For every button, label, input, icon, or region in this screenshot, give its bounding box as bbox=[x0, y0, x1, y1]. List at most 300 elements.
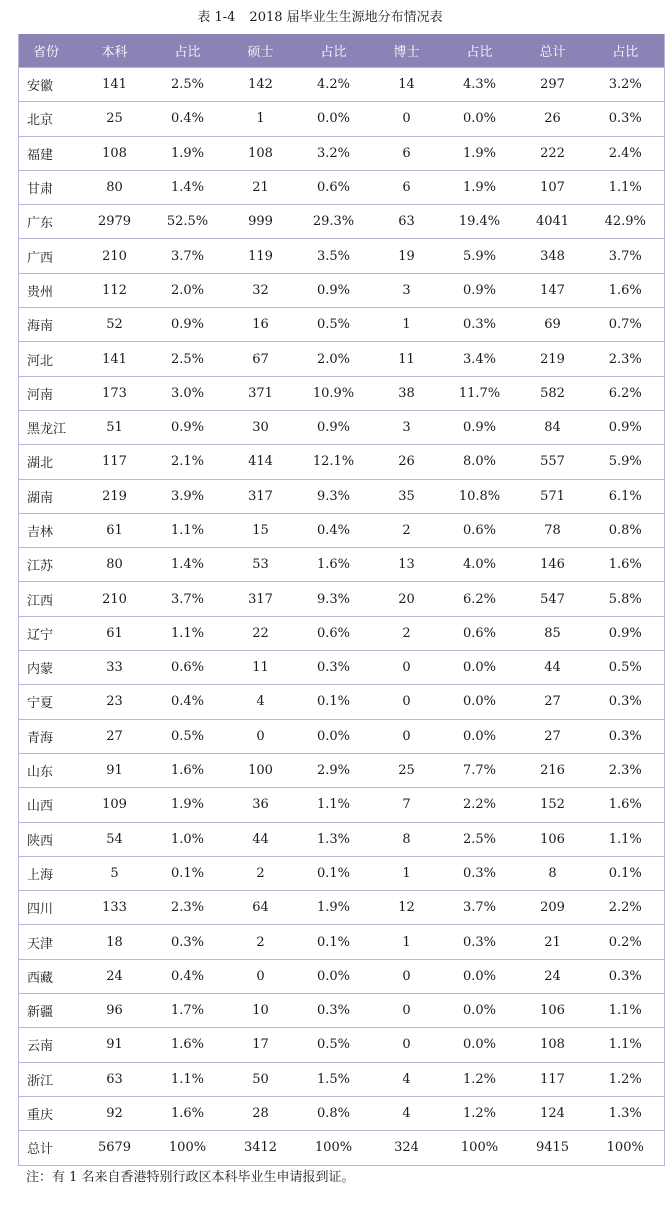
value-cell: 0.9% bbox=[587, 616, 665, 650]
value-cell: 26 bbox=[373, 445, 441, 479]
value-cell: 64 bbox=[227, 891, 295, 925]
value-cell: 1 bbox=[373, 308, 441, 342]
value-cell: 1 bbox=[373, 925, 441, 959]
table-row bbox=[19, 685, 665, 719]
value-cell: 4 bbox=[373, 1062, 441, 1096]
distribution-table bbox=[18, 34, 665, 1166]
value-cell: 3 bbox=[373, 273, 441, 307]
value-cell: 108 bbox=[81, 136, 149, 170]
value-cell: 24 bbox=[519, 959, 587, 993]
value-cell: 10.8% bbox=[441, 479, 519, 513]
value-cell: 29.3% bbox=[295, 205, 373, 239]
value-cell: 4.2% bbox=[295, 68, 373, 102]
value-cell: 2.2% bbox=[587, 891, 665, 925]
province-cell: 贵州 bbox=[19, 273, 81, 307]
value-cell: 19 bbox=[373, 239, 441, 273]
province-cell: 云南 bbox=[19, 1028, 81, 1062]
value-cell: 0.0% bbox=[295, 959, 373, 993]
table-title-text: 2018 届毕业生生源地分布情况表 bbox=[249, 10, 443, 25]
value-cell: 133 bbox=[81, 891, 149, 925]
value-cell: 210 bbox=[81, 239, 149, 273]
province-cell: 甘肃 bbox=[19, 170, 81, 204]
province-cell: 宁夏 bbox=[19, 685, 81, 719]
province-cell: 山东 bbox=[19, 753, 81, 787]
province-cell: 重庆 bbox=[19, 1096, 81, 1130]
value-cell: 0.6% bbox=[295, 616, 373, 650]
value-cell: 52 bbox=[81, 308, 149, 342]
value-cell: 0.6% bbox=[441, 616, 519, 650]
value-cell: 124 bbox=[519, 1096, 587, 1130]
value-cell: 0 bbox=[373, 719, 441, 753]
value-cell: 1.2% bbox=[441, 1062, 519, 1096]
value-cell: 2.5% bbox=[441, 822, 519, 856]
table-row bbox=[19, 102, 665, 136]
value-cell: 0.8% bbox=[587, 513, 665, 547]
value-cell: 0.1% bbox=[587, 856, 665, 890]
value-cell: 147 bbox=[519, 273, 587, 307]
value-cell: 32 bbox=[227, 273, 295, 307]
table-row bbox=[19, 616, 665, 650]
value-cell: 216 bbox=[519, 753, 587, 787]
value-cell: 16 bbox=[227, 308, 295, 342]
value-cell: 3.5% bbox=[295, 239, 373, 273]
value-cell: 0.9% bbox=[441, 410, 519, 444]
value-cell: 557 bbox=[519, 445, 587, 479]
value-cell: 0 bbox=[227, 719, 295, 753]
value-cell: 142 bbox=[227, 68, 295, 102]
table-row bbox=[19, 170, 665, 204]
value-cell: 210 bbox=[81, 582, 149, 616]
value-cell: 0 bbox=[373, 685, 441, 719]
value-cell: 0.0% bbox=[295, 102, 373, 136]
column-header: 占比 bbox=[149, 34, 227, 68]
value-cell: 2.3% bbox=[587, 753, 665, 787]
value-cell: 1.1% bbox=[295, 788, 373, 822]
value-cell: 3412 bbox=[227, 1131, 295, 1165]
table-row bbox=[19, 1096, 665, 1130]
value-cell: 0 bbox=[373, 651, 441, 685]
value-cell: 348 bbox=[519, 239, 587, 273]
table-row bbox=[19, 925, 665, 959]
value-cell: 61 bbox=[81, 616, 149, 650]
value-cell: 1.6% bbox=[587, 788, 665, 822]
value-cell: 0.3% bbox=[587, 685, 665, 719]
value-cell: 6 bbox=[373, 170, 441, 204]
value-cell: 0.4% bbox=[295, 513, 373, 547]
value-cell: 2.9% bbox=[295, 753, 373, 787]
value-cell: 0 bbox=[373, 102, 441, 136]
province-cell: 内蒙 bbox=[19, 651, 81, 685]
province-cell: 天津 bbox=[19, 925, 81, 959]
value-cell: 547 bbox=[519, 582, 587, 616]
value-cell: 0.3% bbox=[295, 651, 373, 685]
value-cell: 5 bbox=[81, 856, 149, 890]
value-cell: 100% bbox=[149, 1131, 227, 1165]
value-cell: 1.1% bbox=[587, 170, 665, 204]
value-cell: 21 bbox=[227, 170, 295, 204]
value-cell: 3.4% bbox=[441, 342, 519, 376]
column-header: 硕士 bbox=[227, 34, 295, 68]
value-cell: 67 bbox=[227, 342, 295, 376]
table-row bbox=[19, 445, 665, 479]
table-header bbox=[19, 34, 665, 68]
table-row bbox=[19, 856, 665, 890]
value-cell: 0.5% bbox=[295, 1028, 373, 1062]
table-row bbox=[19, 68, 665, 102]
value-cell: 0 bbox=[373, 1028, 441, 1062]
value-cell: 1.1% bbox=[149, 513, 227, 547]
value-cell: 0.3% bbox=[149, 925, 227, 959]
value-cell: 317 bbox=[227, 479, 295, 513]
value-cell: 1.9% bbox=[149, 136, 227, 170]
province-cell: 河南 bbox=[19, 376, 81, 410]
value-cell: 9.3% bbox=[295, 582, 373, 616]
value-cell: 571 bbox=[519, 479, 587, 513]
value-cell: 23 bbox=[81, 685, 149, 719]
value-cell: 1 bbox=[227, 102, 295, 136]
value-cell: 3.7% bbox=[587, 239, 665, 273]
value-cell: 0.4% bbox=[149, 102, 227, 136]
value-cell: 0.1% bbox=[295, 925, 373, 959]
value-cell: 108 bbox=[227, 136, 295, 170]
value-cell: 3 bbox=[373, 410, 441, 444]
value-cell: 10 bbox=[227, 994, 295, 1028]
table-row bbox=[19, 788, 665, 822]
value-cell: 18 bbox=[81, 925, 149, 959]
value-cell: 173 bbox=[81, 376, 149, 410]
value-cell: 1.2% bbox=[441, 1096, 519, 1130]
value-cell: 5.8% bbox=[587, 582, 665, 616]
value-cell: 317 bbox=[227, 582, 295, 616]
value-cell: 112 bbox=[81, 273, 149, 307]
value-cell: 0.3% bbox=[295, 994, 373, 1028]
value-cell: 63 bbox=[81, 1062, 149, 1096]
value-cell: 2979 bbox=[81, 205, 149, 239]
province-cell: 湖北 bbox=[19, 445, 81, 479]
value-cell: 0.3% bbox=[587, 959, 665, 993]
value-cell: 91 bbox=[81, 753, 149, 787]
value-cell: 117 bbox=[519, 1062, 587, 1096]
column-header: 占比 bbox=[441, 34, 519, 68]
value-cell: 1.5% bbox=[295, 1062, 373, 1096]
value-cell: 30 bbox=[227, 410, 295, 444]
value-cell: 0.7% bbox=[587, 308, 665, 342]
province-cell: 吉林 bbox=[19, 513, 81, 547]
value-cell: 1.6% bbox=[295, 548, 373, 582]
value-cell: 2 bbox=[227, 925, 295, 959]
value-cell: 1.6% bbox=[149, 1096, 227, 1130]
value-cell: 51 bbox=[81, 410, 149, 444]
table-row bbox=[19, 513, 665, 547]
value-cell: 371 bbox=[227, 376, 295, 410]
value-cell: 63 bbox=[373, 205, 441, 239]
province-cell: 上海 bbox=[19, 856, 81, 890]
value-cell: 33 bbox=[81, 651, 149, 685]
value-cell: 0.1% bbox=[149, 856, 227, 890]
value-cell: 36 bbox=[227, 788, 295, 822]
value-cell: 42.9% bbox=[587, 205, 665, 239]
value-cell: 0.5% bbox=[149, 719, 227, 753]
value-cell: 3.2% bbox=[587, 68, 665, 102]
province-cell: 浙江 bbox=[19, 1062, 81, 1096]
value-cell: 117 bbox=[81, 445, 149, 479]
value-cell: 0.9% bbox=[441, 273, 519, 307]
value-cell: 0 bbox=[373, 994, 441, 1028]
value-cell: 2 bbox=[373, 513, 441, 547]
column-header: 博士 bbox=[373, 34, 441, 68]
value-cell: 0.5% bbox=[587, 651, 665, 685]
value-cell: 219 bbox=[81, 479, 149, 513]
value-cell: 5.9% bbox=[587, 445, 665, 479]
value-cell: 92 bbox=[81, 1096, 149, 1130]
value-cell: 414 bbox=[227, 445, 295, 479]
value-cell: 0.9% bbox=[587, 410, 665, 444]
value-cell: 13 bbox=[373, 548, 441, 582]
value-cell: 0 bbox=[373, 959, 441, 993]
province-cell: 山西 bbox=[19, 788, 81, 822]
value-cell: 24 bbox=[81, 959, 149, 993]
value-cell: 0.3% bbox=[441, 925, 519, 959]
value-cell: 4 bbox=[373, 1096, 441, 1130]
table-row bbox=[19, 1062, 665, 1096]
column-header: 占比 bbox=[587, 34, 665, 68]
value-cell: 0.4% bbox=[149, 959, 227, 993]
value-cell: 0.1% bbox=[295, 685, 373, 719]
value-cell: 582 bbox=[519, 376, 587, 410]
value-cell: 7.7% bbox=[441, 753, 519, 787]
value-cell: 1.0% bbox=[149, 822, 227, 856]
value-cell: 2.5% bbox=[149, 68, 227, 102]
value-cell: 0.3% bbox=[587, 719, 665, 753]
value-cell: 27 bbox=[81, 719, 149, 753]
value-cell: 80 bbox=[81, 170, 149, 204]
table-row bbox=[19, 651, 665, 685]
value-cell: 1.1% bbox=[149, 616, 227, 650]
value-cell: 8.0% bbox=[441, 445, 519, 479]
value-cell: 20 bbox=[373, 582, 441, 616]
value-cell: 1.9% bbox=[441, 136, 519, 170]
value-cell: 1.4% bbox=[149, 170, 227, 204]
value-cell: 3.2% bbox=[295, 136, 373, 170]
value-cell: 0.3% bbox=[441, 308, 519, 342]
total-row bbox=[19, 1131, 665, 1165]
value-cell: 0.0% bbox=[295, 719, 373, 753]
value-cell: 2 bbox=[227, 856, 295, 890]
table-row bbox=[19, 273, 665, 307]
value-cell: 0.0% bbox=[441, 102, 519, 136]
value-cell: 15 bbox=[227, 513, 295, 547]
value-cell: 44 bbox=[519, 651, 587, 685]
value-cell: 152 bbox=[519, 788, 587, 822]
table-row bbox=[19, 719, 665, 753]
table-row bbox=[19, 548, 665, 582]
column-header: 本科 bbox=[81, 34, 149, 68]
value-cell: 1.7% bbox=[149, 994, 227, 1028]
table-row bbox=[19, 479, 665, 513]
value-cell: 3.7% bbox=[149, 582, 227, 616]
value-cell: 0.9% bbox=[295, 273, 373, 307]
value-cell: 6.1% bbox=[587, 479, 665, 513]
value-cell: 1.1% bbox=[587, 994, 665, 1028]
value-cell: 12 bbox=[373, 891, 441, 925]
value-cell: 4.0% bbox=[441, 548, 519, 582]
value-cell: 6 bbox=[373, 136, 441, 170]
value-cell: 0.6% bbox=[295, 170, 373, 204]
province-cell: 河北 bbox=[19, 342, 81, 376]
value-cell: 9415 bbox=[519, 1131, 587, 1165]
province-cell: 广东 bbox=[19, 205, 81, 239]
header-row bbox=[19, 34, 665, 68]
value-cell: 1.1% bbox=[587, 1028, 665, 1062]
value-cell: 106 bbox=[519, 822, 587, 856]
value-cell: 8 bbox=[373, 822, 441, 856]
value-cell: 0.0% bbox=[441, 994, 519, 1028]
column-header: 省份 bbox=[19, 34, 81, 68]
value-cell: 109 bbox=[81, 788, 149, 822]
value-cell: 80 bbox=[81, 548, 149, 582]
value-cell: 0.2% bbox=[587, 925, 665, 959]
value-cell: 17 bbox=[227, 1028, 295, 1062]
value-cell: 1.3% bbox=[295, 822, 373, 856]
value-cell: 2.1% bbox=[149, 445, 227, 479]
value-cell: 1.6% bbox=[587, 273, 665, 307]
value-cell: 7 bbox=[373, 788, 441, 822]
value-cell: 27 bbox=[519, 685, 587, 719]
value-cell: 106 bbox=[519, 994, 587, 1028]
value-cell: 100 bbox=[227, 753, 295, 787]
value-cell: 0.0% bbox=[441, 1028, 519, 1062]
table-row bbox=[19, 410, 665, 444]
province-cell: 西藏 bbox=[19, 959, 81, 993]
value-cell: 107 bbox=[519, 170, 587, 204]
value-cell: 11 bbox=[227, 651, 295, 685]
value-cell: 6.2% bbox=[441, 582, 519, 616]
value-cell: 119 bbox=[227, 239, 295, 273]
table-body bbox=[19, 68, 665, 1166]
value-cell: 0.0% bbox=[441, 651, 519, 685]
province-cell: 青海 bbox=[19, 719, 81, 753]
value-cell: 1.1% bbox=[149, 1062, 227, 1096]
value-cell: 1.6% bbox=[149, 753, 227, 787]
value-cell: 11.7% bbox=[441, 376, 519, 410]
value-cell: 26 bbox=[519, 102, 587, 136]
value-cell: 3.0% bbox=[149, 376, 227, 410]
value-cell: 22 bbox=[227, 616, 295, 650]
table-number: 表 1-4 bbox=[197, 10, 236, 25]
value-cell: 1.1% bbox=[587, 822, 665, 856]
province-cell: 安徽 bbox=[19, 68, 81, 102]
province-cell: 新疆 bbox=[19, 994, 81, 1028]
value-cell: 2.4% bbox=[587, 136, 665, 170]
province-cell: 江苏 bbox=[19, 548, 81, 582]
value-cell: 4 bbox=[227, 685, 295, 719]
value-cell: 69 bbox=[519, 308, 587, 342]
value-cell: 0.8% bbox=[295, 1096, 373, 1130]
value-cell: 0.3% bbox=[587, 102, 665, 136]
value-cell: 222 bbox=[519, 136, 587, 170]
table-row bbox=[19, 582, 665, 616]
value-cell: 5.9% bbox=[441, 239, 519, 273]
value-cell: 1.2% bbox=[587, 1062, 665, 1096]
value-cell: 3.7% bbox=[441, 891, 519, 925]
value-cell: 53 bbox=[227, 548, 295, 582]
province-cell: 四川 bbox=[19, 891, 81, 925]
value-cell: 0 bbox=[227, 959, 295, 993]
footnote: 注：有 1 名来自香港特别行政区本科毕业生申请报到证。 bbox=[26, 1170, 355, 1185]
value-cell: 1 bbox=[373, 856, 441, 890]
value-cell: 0.1% bbox=[295, 856, 373, 890]
province-cell: 广西 bbox=[19, 239, 81, 273]
value-cell: 10.9% bbox=[295, 376, 373, 410]
value-cell: 0.9% bbox=[149, 308, 227, 342]
table-row bbox=[19, 753, 665, 787]
table-row bbox=[19, 959, 665, 993]
value-cell: 61 bbox=[81, 513, 149, 547]
value-cell: 100% bbox=[587, 1131, 665, 1165]
province-cell: 总计 bbox=[19, 1131, 81, 1165]
value-cell: 85 bbox=[519, 616, 587, 650]
value-cell: 11 bbox=[373, 342, 441, 376]
value-cell: 2.2% bbox=[441, 788, 519, 822]
value-cell: 38 bbox=[373, 376, 441, 410]
value-cell: 84 bbox=[519, 410, 587, 444]
table-row bbox=[19, 136, 665, 170]
value-cell: 999 bbox=[227, 205, 295, 239]
value-cell: 141 bbox=[81, 342, 149, 376]
value-cell: 0.0% bbox=[441, 719, 519, 753]
province-cell: 湖南 bbox=[19, 479, 81, 513]
value-cell: 1.9% bbox=[441, 170, 519, 204]
value-cell: 2 bbox=[373, 616, 441, 650]
value-cell: 0.9% bbox=[149, 410, 227, 444]
value-cell: 141 bbox=[81, 68, 149, 102]
table-row bbox=[19, 308, 665, 342]
value-cell: 2.3% bbox=[587, 342, 665, 376]
value-cell: 6.2% bbox=[587, 376, 665, 410]
table-title bbox=[0, 8, 640, 28]
table-row bbox=[19, 994, 665, 1028]
value-cell: 1.6% bbox=[149, 1028, 227, 1062]
value-cell: 209 bbox=[519, 891, 587, 925]
province-cell: 福建 bbox=[19, 136, 81, 170]
value-cell: 14 bbox=[373, 68, 441, 102]
value-cell: 9.3% bbox=[295, 479, 373, 513]
province-cell: 江西 bbox=[19, 582, 81, 616]
value-cell: 146 bbox=[519, 548, 587, 582]
value-cell: 52.5% bbox=[149, 205, 227, 239]
value-cell: 44 bbox=[227, 822, 295, 856]
value-cell: 35 bbox=[373, 479, 441, 513]
province-cell: 海南 bbox=[19, 308, 81, 342]
value-cell: 1.6% bbox=[587, 548, 665, 582]
value-cell: 96 bbox=[81, 994, 149, 1028]
province-cell: 陕西 bbox=[19, 822, 81, 856]
table-row bbox=[19, 239, 665, 273]
value-cell: 27 bbox=[519, 719, 587, 753]
value-cell: 8 bbox=[519, 856, 587, 890]
value-cell: 0.0% bbox=[441, 685, 519, 719]
value-cell: 19.4% bbox=[441, 205, 519, 239]
value-cell: 0.9% bbox=[295, 410, 373, 444]
value-cell: 100% bbox=[295, 1131, 373, 1165]
value-cell: 0.5% bbox=[295, 308, 373, 342]
value-cell: 25 bbox=[373, 753, 441, 787]
value-cell: 0.4% bbox=[149, 685, 227, 719]
value-cell: 12.1% bbox=[295, 445, 373, 479]
value-cell: 3.7% bbox=[149, 239, 227, 273]
value-cell: 54 bbox=[81, 822, 149, 856]
value-cell: 28 bbox=[227, 1096, 295, 1130]
